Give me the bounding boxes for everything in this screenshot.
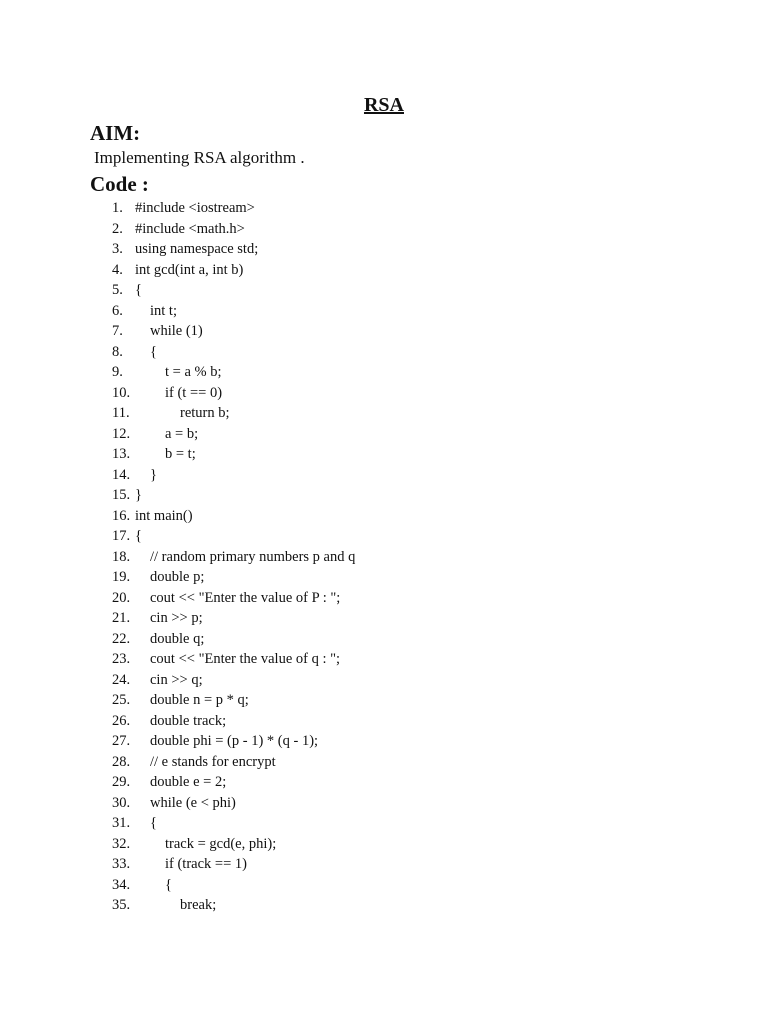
- line-number: 14.: [112, 466, 131, 483]
- code-text: using namespace std;: [135, 241, 259, 257]
- code-text: while (e < phi): [150, 794, 236, 811]
- code-text: double n = p * q;: [150, 692, 249, 708]
- code-text: if (track == 1): [165, 856, 247, 872]
- code-text: cout << "Enter the value of q : ";: [150, 651, 341, 667]
- line-number: 18.: [112, 548, 131, 565]
- code-text: int main(): [135, 507, 193, 524]
- code-text: if (t == 0): [165, 384, 223, 401]
- line-number: 12.: [112, 425, 131, 442]
- line-number: 7.: [112, 323, 123, 339]
- page-title: RSA: [363, 94, 404, 116]
- code-text: a = b;: [165, 425, 199, 442]
- line-number: 31.: [112, 815, 131, 831]
- line-number: 1.: [112, 200, 123, 216]
- code-text: double track;: [150, 712, 227, 729]
- line-number: 15.: [112, 487, 131, 503]
- code-text: double p;: [150, 569, 205, 585]
- line-number: 5.: [112, 282, 123, 298]
- line-number: 28.: [112, 753, 131, 770]
- code-text: #include <math.h>: [135, 220, 245, 237]
- line-number: 32.: [112, 835, 131, 852]
- line-number: 35.: [112, 897, 131, 913]
- line-number: 13.: [112, 446, 131, 462]
- code-text: cin >> p;: [150, 610, 203, 626]
- aim-text: Implementing RSA algorithm .: [94, 148, 305, 167]
- line-number: 27.: [112, 733, 131, 749]
- code-text: while (1): [150, 323, 203, 339]
- line-number: 33.: [112, 856, 131, 872]
- code-text: cin >> q;: [150, 671, 203, 688]
- code-text: {: [165, 876, 172, 893]
- line-number: 17.: [112, 528, 131, 544]
- line-number: 23.: [112, 651, 131, 667]
- line-number: 24.: [112, 671, 131, 688]
- line-number: 16.: [112, 507, 131, 524]
- code-text: int gcd(int a, int b): [135, 261, 244, 278]
- code-text: }: [135, 487, 142, 503]
- code-text: {: [135, 528, 142, 544]
- line-number: 26.: [112, 712, 131, 729]
- line-number: 25.: [112, 692, 131, 708]
- line-number: 22.: [112, 630, 131, 647]
- code-text: // random primary numbers p and q: [150, 548, 356, 565]
- line-number: 21.: [112, 610, 131, 626]
- code-text: double phi = (p - 1) * (q - 1);: [150, 733, 319, 749]
- code-text: {: [150, 343, 157, 360]
- code-text: {: [150, 815, 157, 831]
- line-number: 6.: [112, 302, 123, 319]
- line-number: 3.: [112, 241, 123, 257]
- aim-heading: AIM:: [90, 121, 141, 145]
- code-heading: Code :: [90, 172, 149, 196]
- line-number: 20.: [112, 589, 131, 606]
- line-number: 10.: [112, 384, 131, 401]
- line-number: 9.: [112, 364, 123, 380]
- line-number: 4.: [112, 261, 123, 278]
- code-text: int t;: [150, 302, 177, 319]
- line-number: 30.: [112, 794, 131, 811]
- code-text: #include <iostream>: [135, 200, 255, 216]
- code-text: cout << "Enter the value of P : ";: [150, 589, 341, 606]
- line-number: 19.: [112, 569, 131, 585]
- line-number: 2.: [112, 220, 123, 237]
- code-text: }: [150, 466, 157, 483]
- code-text: // e stands for encrypt: [150, 753, 276, 770]
- line-number: 11.: [112, 405, 130, 421]
- code-text: track = gcd(e, phi);: [165, 835, 277, 852]
- line-number: 34.: [112, 876, 131, 893]
- line-number: 8.: [112, 343, 123, 360]
- code-text: break;: [180, 897, 217, 913]
- code-text: {: [135, 282, 142, 298]
- code-text: double e = 2;: [150, 774, 227, 790]
- code-text: t = a % b;: [165, 364, 222, 380]
- code-text: return b;: [180, 405, 230, 421]
- code-text: b = t;: [165, 446, 196, 462]
- code-text: double q;: [150, 630, 205, 647]
- line-number: 29.: [112, 774, 131, 790]
